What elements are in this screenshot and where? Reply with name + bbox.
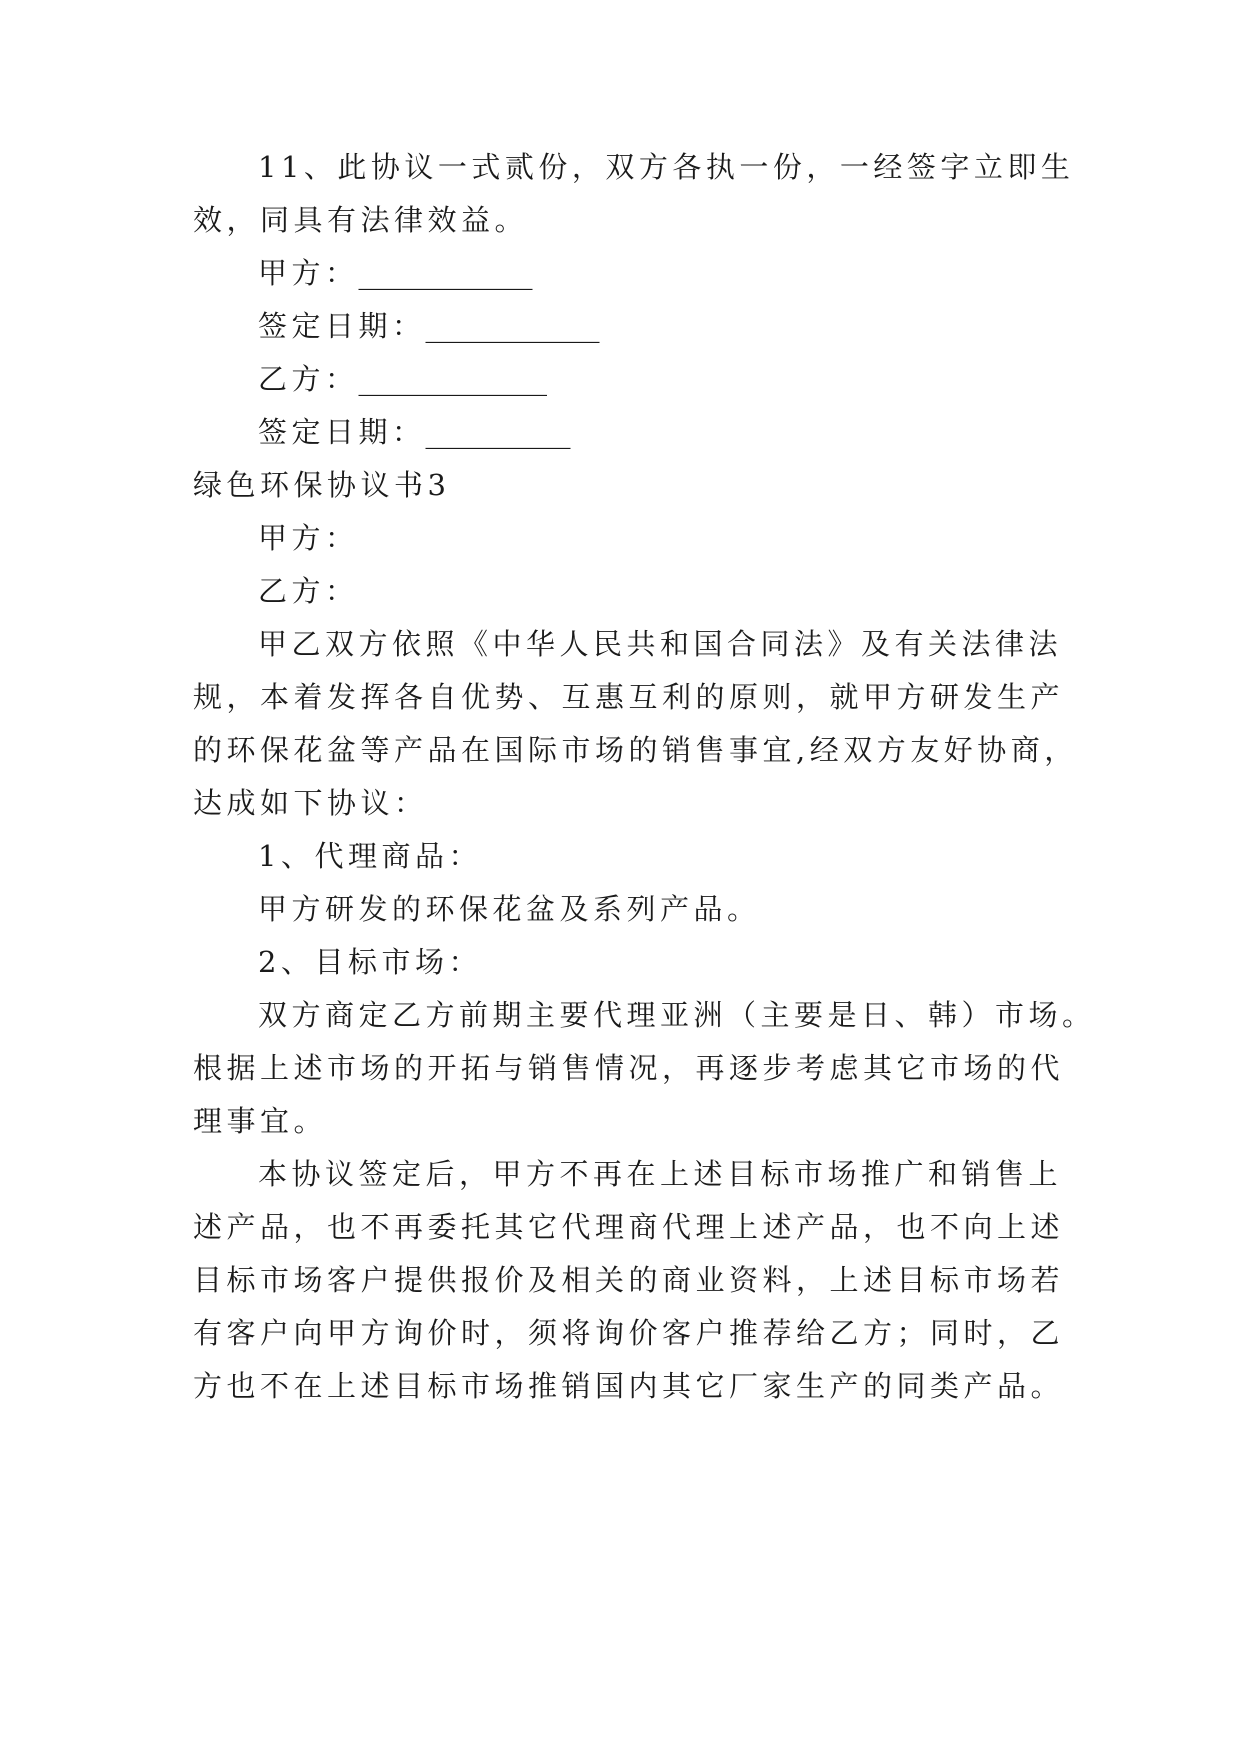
sign-date-a-row	[258, 309, 600, 343]
item-2-heading: 2、目标市场：	[258, 945, 482, 979]
item-2b-line-2: 述产品，也不再委托其它代理商代理上述产品，也不向上述	[193, 1210, 1065, 1244]
item-2b-line-5: 方也不在上述目标市场推销国内其它厂家生产的同类产品。	[193, 1369, 1065, 1403]
section-title: 绿色环保协议书3	[193, 468, 451, 502]
party-a-field: 甲方：	[258, 521, 359, 555]
sign-date-a-blank: ____________	[425, 309, 600, 343]
item-1-heading: 1、代理商品：	[258, 839, 482, 873]
intro-line-2: 规，本着发挥各自优势、互惠互利的原则，就甲方研发生产	[193, 680, 1065, 714]
party-b-blank: _____________	[358, 362, 548, 396]
item-2b-line-1: 本协议签定后，甲方不再在上述目标市场推广和销售上	[258, 1157, 1063, 1191]
party-a-blank: ____________	[358, 256, 533, 290]
item-2-line-1: 双方商定乙方前期主要代理亚洲（主要是日、韩）市场。	[258, 998, 1096, 1032]
party-b-field: 乙方：	[258, 574, 359, 608]
clause-11-line-1: 11、此协议一式贰份，双方各执一份，一经签字立即生	[258, 150, 1075, 184]
party-a-label: 甲方：	[258, 256, 359, 290]
sign-date-b-blank: __________	[425, 415, 571, 449]
intro-line-4: 达成如下协议：	[193, 786, 428, 820]
party-b-signature-row	[258, 362, 547, 396]
item-2b-line-3: 目标市场客户提供报价及相关的商业资料，上述目标市场若	[193, 1263, 1065, 1297]
item-1-body: 甲方研发的环保花盆及系列产品。	[258, 892, 761, 926]
intro-line-1: 甲乙双方依照《中华人民共和国合同法》及有关法律法	[258, 627, 1063, 661]
intro-line-3: 的环保花盆等产品在国际市场的销售事宜,经双方友好协商，	[193, 733, 1078, 767]
party-b-label: 乙方：	[258, 362, 359, 396]
item-2-line-3: 理事宜。	[193, 1104, 328, 1138]
sign-date-a-label: 签定日期：	[258, 309, 426, 343]
sign-date-b-label: 签定日期：	[258, 415, 426, 449]
item-2-line-2: 根据上述市场的开拓与销售情况，再逐步考虑其它市场的代	[193, 1051, 1065, 1085]
sign-date-b-row	[258, 415, 571, 449]
party-a-signature-row	[258, 256, 533, 290]
clause-11-line-2: 效，同具有法律效益。	[193, 203, 529, 237]
item-2b-line-4: 有客户向甲方询价时，须将询价客户推荐给乙方；同时，乙	[193, 1316, 1065, 1350]
